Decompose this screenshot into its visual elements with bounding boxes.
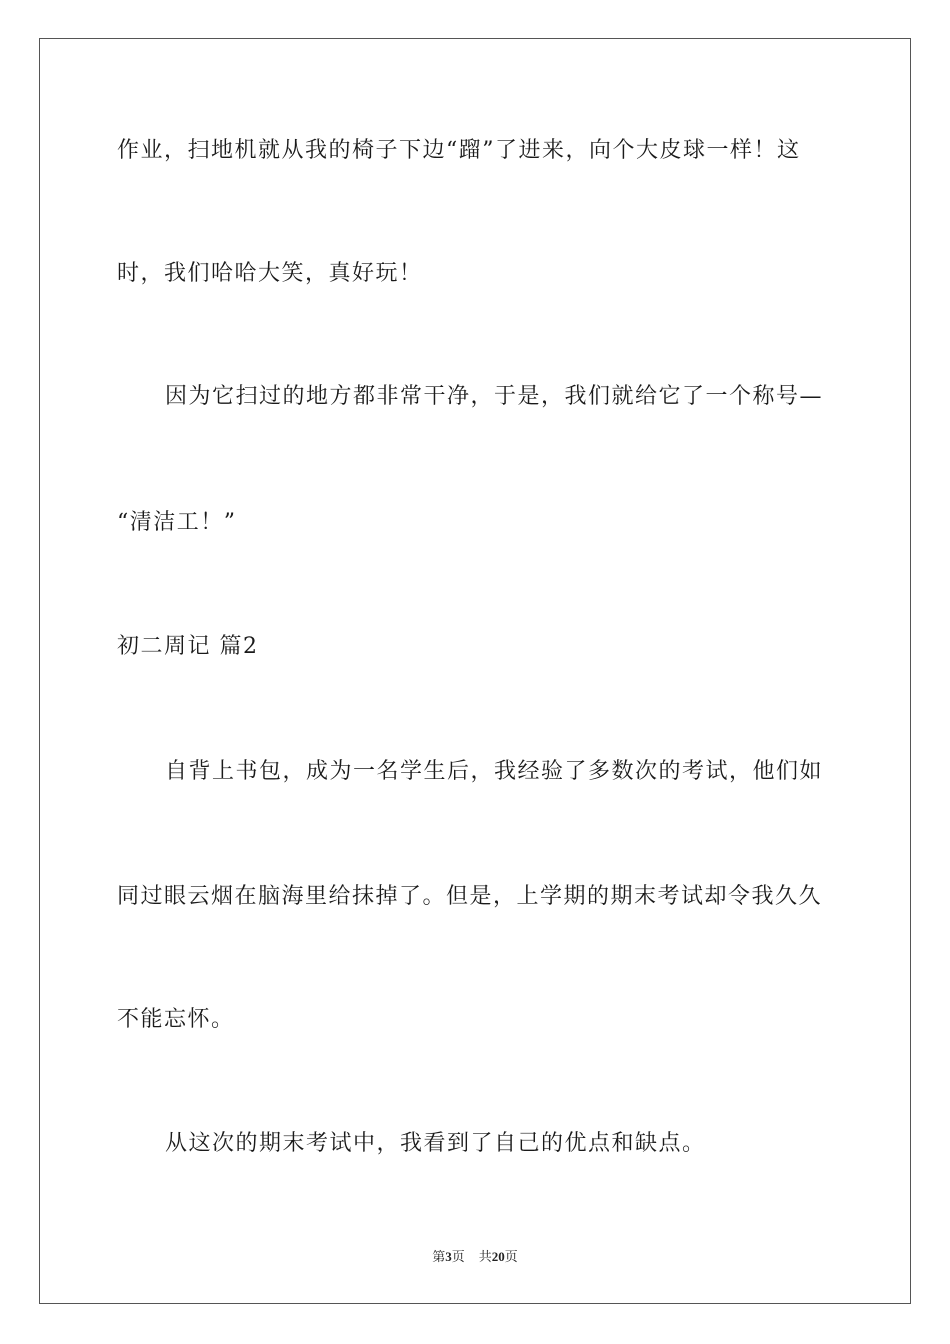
total-prefix: 共 <box>478 1249 492 1264</box>
section-heading: 初二周记 篇2 <box>117 634 259 659</box>
text-line-4: “清洁工！” <box>117 510 237 535</box>
total-pages: 20 <box>491 1249 505 1264</box>
text-line-3: 因为它扫过的地方都非常干净，于是，我们就给它了一个称号— <box>165 384 824 409</box>
text-line-6: 自背上书包，成为一名学生后，我经验了多数次的考试，他们如 <box>165 759 824 784</box>
page-footer <box>0 1248 950 1266</box>
page-number: 3 <box>445 1249 452 1264</box>
text-line-9: 从这次的期末考试中，我看到了自己的优点和缺点。 <box>165 1131 706 1156</box>
page-prefix: 第 <box>432 1249 446 1264</box>
text-line-1: 作业，扫地机就从我的椅子下边“蹓”了进来，向个大皮球一样！这 <box>117 138 801 163</box>
text-line-7: 同过眼云烟在脑海里给抹掉了。但是，上学期的期末考试却令我久久 <box>117 884 823 909</box>
total-suffix: 页 <box>504 1249 518 1264</box>
page-suffix: 页 <box>451 1249 465 1264</box>
page-frame <box>39 38 911 1304</box>
text-line-8: 不能忘怀。 <box>117 1007 235 1032</box>
text-line-2: 时，我们哈哈大笑，真好玩！ <box>117 261 423 286</box>
